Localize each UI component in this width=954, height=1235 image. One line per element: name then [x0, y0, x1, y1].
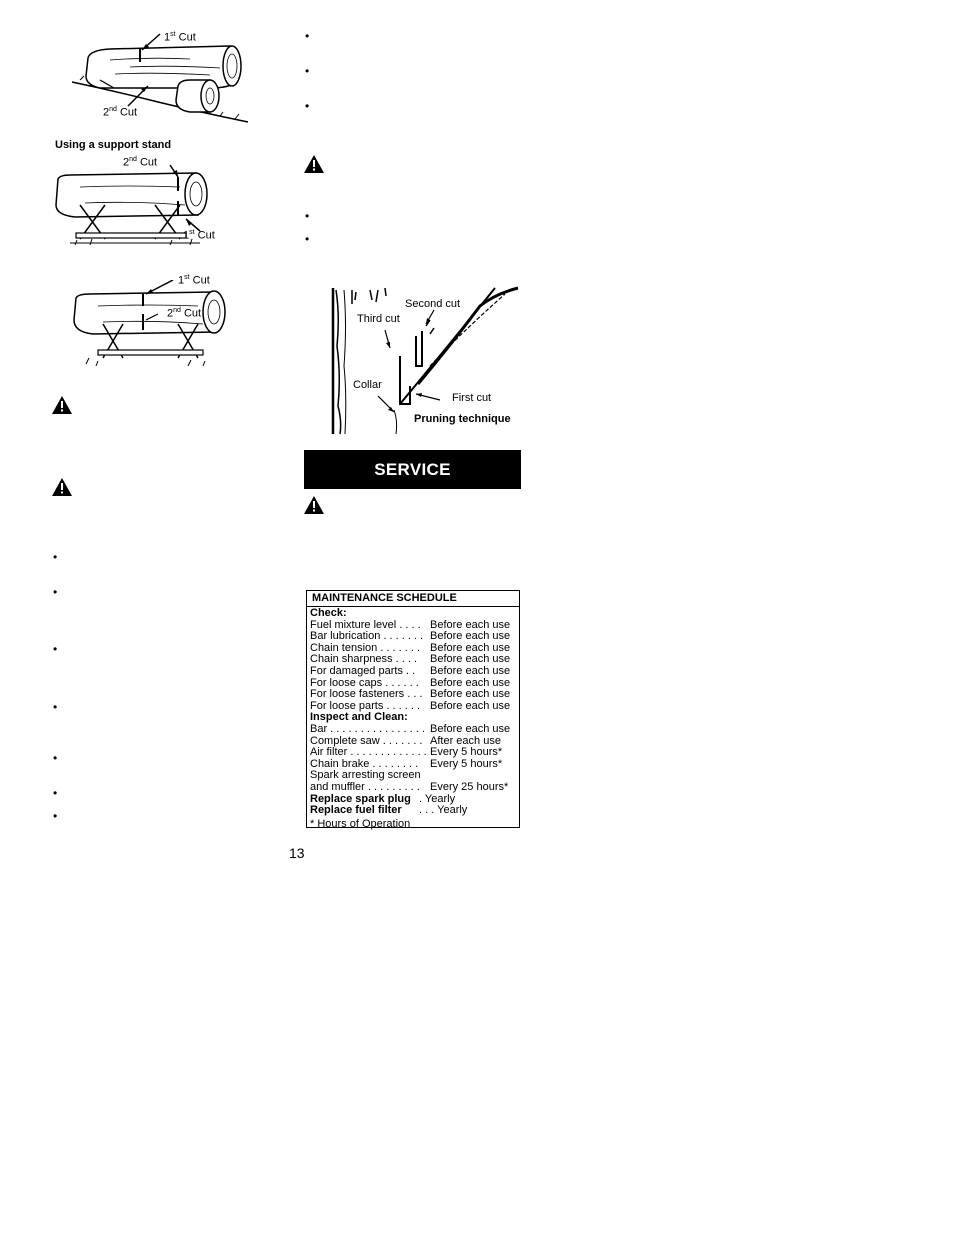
maintenance-item-label: For loose fasteners . . .	[310, 688, 423, 701]
maintenance-item-interval: Before each use	[430, 630, 511, 643]
service-section-header	[304, 450, 521, 489]
maintenance-item-label: Chain brake . . . . . . . .	[310, 757, 419, 770]
bullet: •	[305, 209, 310, 223]
maintenance-footnote: * Hours of Operation	[310, 817, 411, 830]
bullet: •	[53, 642, 58, 656]
maintenance-item-label: Spark arresting screen	[310, 769, 421, 782]
maintenance-item-label: Bar lubrication . . . . . . .	[310, 630, 424, 643]
maintenance-schedule-table	[306, 590, 520, 828]
maintenance-item-interval: After each use	[430, 734, 501, 747]
maintenance-item-label: Bar . . . . . . . . . . . . . . . .	[310, 722, 425, 735]
support-stand-cut1-label: 1st Cut	[183, 229, 215, 242]
maintenance-item-label: Inspect and Clean:	[310, 711, 408, 724]
log-on-log-cut1-label: 1st Cut	[164, 31, 196, 44]
support-stand-b-cut1-label: 1st Cut	[178, 274, 210, 287]
pruning-second-cut-label: Second cut	[405, 298, 461, 310]
maintenance-item-interval: Every 5 hours*	[430, 757, 503, 770]
support-stand-title: Using a support stand	[55, 139, 172, 151]
warning-icon	[304, 155, 324, 173]
warning-icon	[52, 396, 72, 414]
maintenance-item-label: Replace fuel filter	[310, 804, 402, 817]
maintenance-item-interval: Before each use	[430, 653, 511, 666]
maintenance-item-interval: Every 5 hours*	[430, 746, 503, 759]
maintenance-item-label: For damaged parts . .	[310, 664, 416, 677]
maintenance-item-interval: Before each use	[430, 722, 511, 735]
bullet: •	[305, 64, 310, 78]
log-on-log-cut2-label: 2nd Cut	[103, 106, 138, 119]
bullet: •	[53, 700, 58, 714]
maintenance-item-interval: Before each use	[430, 618, 511, 631]
maintenance-item-label: Chain tension . . . . . . .	[310, 641, 421, 654]
maintenance-item-label: Fuel mixture level . . . .	[310, 618, 421, 631]
bullet: •	[53, 550, 58, 564]
bullet: •	[305, 232, 310, 246]
maintenance-item-label: Check:	[310, 607, 347, 619]
warning-icon	[52, 478, 72, 496]
support-stand-cut2-label: 2nd Cut	[123, 156, 158, 169]
pruning-caption: Pruning technique	[414, 413, 511, 425]
maintenance-item-label: For loose caps . . . . . .	[310, 676, 419, 689]
maintenance-item-interval: Before each use	[430, 688, 511, 701]
maintenance-row	[307, 805, 519, 817]
warning-icon	[304, 496, 324, 514]
maintenance-item-interval: Before each use	[430, 699, 511, 712]
maintenance-item-label: Chain sharpness . . . .	[310, 653, 417, 666]
service-heading: SERVICE	[374, 460, 451, 479]
maintenance-item-label: Replace spark plug	[310, 792, 411, 805]
maintenance-item-interval: . . . Yearly	[419, 804, 468, 817]
maintenance-item-interval: Before each use	[430, 664, 511, 677]
page-number: 13	[289, 845, 305, 861]
bullet: •	[305, 29, 310, 43]
maintenance-item-label: Complete saw . . . . . . .	[310, 734, 423, 747]
maintenance-item-label: Air filter . . . . . . . . . . . . .	[310, 746, 427, 759]
bullet: •	[53, 809, 58, 823]
maintenance-item-interval: Before each use	[430, 676, 511, 689]
maintenance-item-interval: Before each use	[430, 641, 511, 654]
maintenance-item-label: For loose parts . . . . . .	[310, 699, 421, 712]
maintenance-schedule-title: MAINTENANCE SCHEDULE	[307, 591, 519, 607]
pruning-first-cut-label: First cut	[452, 392, 492, 404]
bullet: •	[53, 585, 58, 599]
maintenance-item-interval: . Yearly	[419, 792, 456, 805]
pruning-third-cut-label: Third cut	[357, 313, 400, 325]
maintenance-rows	[307, 607, 519, 817]
bullet: •	[53, 751, 58, 765]
pruning-collar-label: Collar	[353, 379, 382, 391]
log-on-log-illustration	[70, 30, 255, 125]
maintenance-item-interval: Every 25 hours*	[430, 780, 509, 793]
maintenance-item-label: and muffler . . . . . . . . .	[310, 780, 420, 793]
support-stand-b-illustration	[68, 280, 233, 370]
bullet: •	[305, 99, 310, 113]
bullet: •	[53, 786, 58, 800]
support-stand-b-cut2-label: 2nd Cut	[167, 307, 202, 320]
